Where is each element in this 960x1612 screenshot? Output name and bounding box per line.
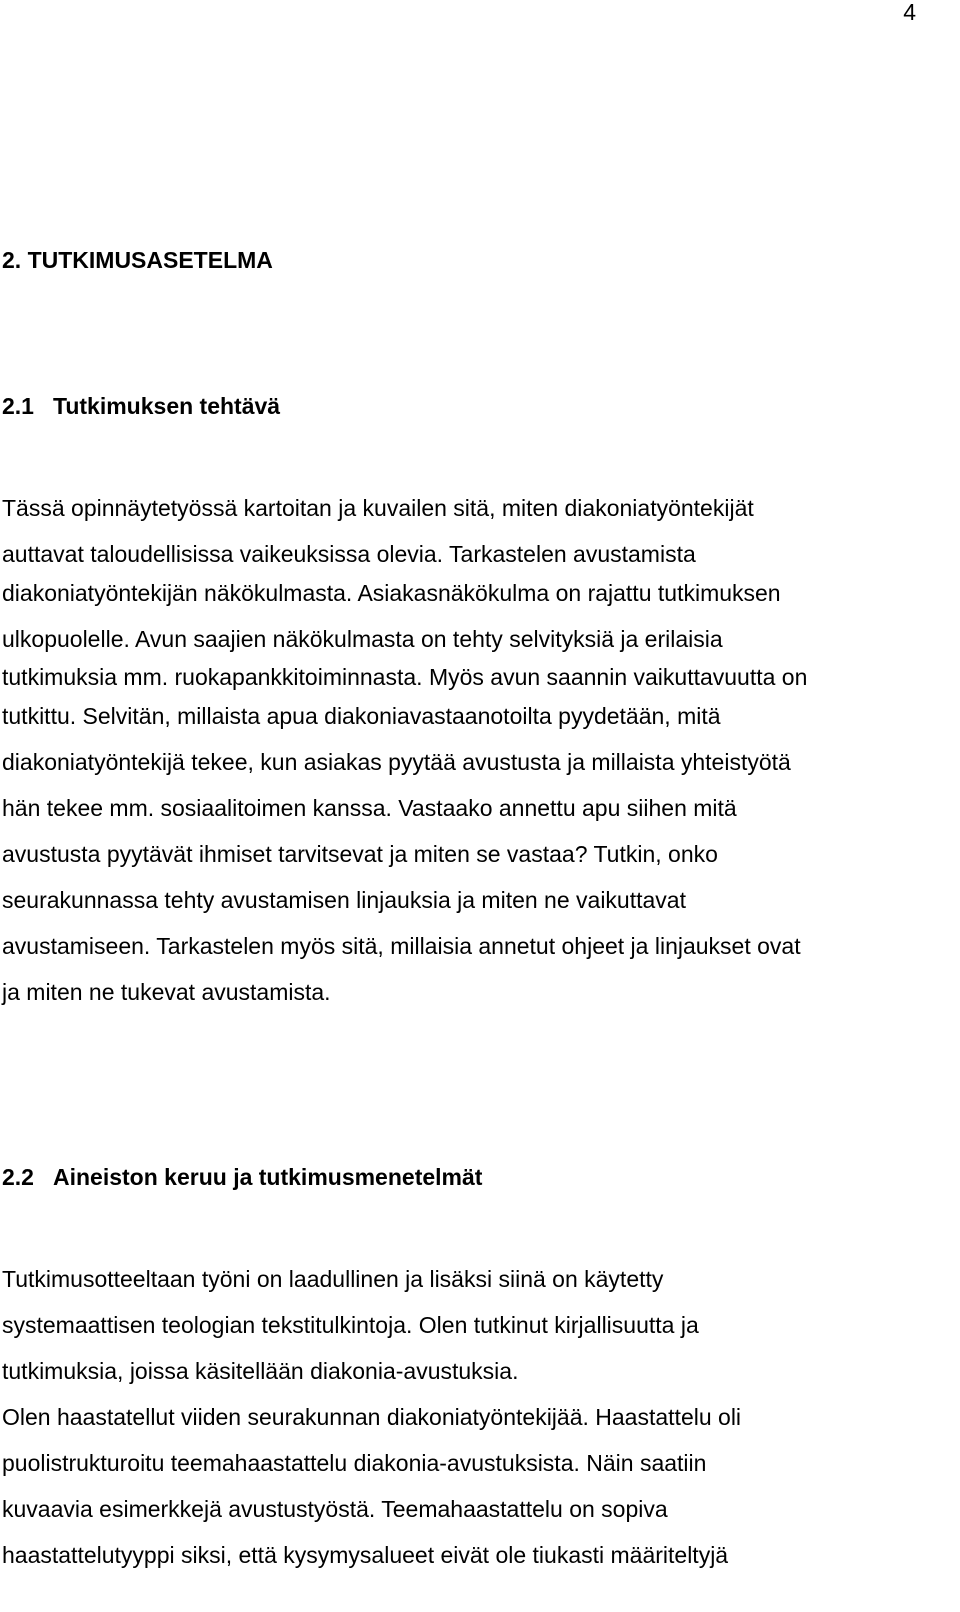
text-line: ja miten ne tukevat avustamista. [2, 978, 331, 1005]
page-number: 4 [903, 0, 916, 25]
subsection-title: Tutkimuksen tehtävä [53, 393, 281, 419]
text-line: puolistrukturoitu teemahaastattelu diakonia-avustuksista. Näin saatiin [2, 1450, 707, 1476]
paragraph-tutkimuksen-tehtava [2, 494, 952, 1024]
subsection-number: 2.2 [2, 1164, 34, 1190]
text-line: haastattelutyyppi siksi, että kysymysalueet eivät ole tiukasti määriteltyjä [2, 1542, 729, 1568]
text-line: Tutkimusotteeltaan työni on laadullinen ja lisäksi siinä on käytetty [2, 1266, 664, 1292]
subsection-heading-tutkimuksen-tehtava [2, 392, 280, 420]
text-line: tutkittu. Selvitän, millaista apua diakoniavastaanotoilta pyydetään, mitä [2, 702, 721, 729]
text-line: kuvaavia esimerkkejä avustustyöstä. Teemahaastattelu on sopiva [2, 1496, 668, 1522]
subsection-title: Aineiston keruu ja tutkimusmenetelmät [53, 1164, 483, 1190]
text-line: seurakunnassa tehty avustamisen linjauksia ja miten ne vaikuttavat [2, 886, 686, 913]
text-line: avustamiseen. Tarkastelen myös sitä, millaisia annetut ohjeet ja linjaukset ovat [2, 932, 801, 959]
text-line: Olen haastatellut viiden seurakunnan diakoniatyöntekijää. Haastattelu oli [2, 1404, 742, 1430]
text-line: hän tekee mm. sosiaalitoimen kanssa. Vastaako annettu apu siihen mitä [2, 794, 737, 821]
text-line: tutkimuksia mm. ruokapankkitoiminnasta. Myös avun saannin vaikuttavuutta on [2, 664, 808, 690]
section-heading: 2. TUTKIMUSASETELMA [2, 247, 273, 273]
text-line: auttavat taloudellisissa vaikeuksissa olevia. Tarkastelen avustamista [2, 541, 696, 567]
text-line: systemaattisen teologian tekstitulkintoja. Olen tutkinut kirjallisuutta ja [2, 1312, 699, 1338]
text-line: avustusta pyytävät ihmiset tarvitsevat ja miten se vastaa? Tutkin, onko [2, 840, 718, 867]
text-line: diakoniatyöntekijän näkökulmasta. Asiakasnäkökulma on rajattu tutkimuksen [2, 579, 781, 606]
text-line: Tässä opinnäytetyössä kartoitan ja kuvailen sitä, miten diakoniatyöntekijät [2, 495, 754, 521]
text-line: diakoniatyöntekijä tekee, kun asiakas pyytää avustusta ja millaista yhteistyötä [2, 748, 791, 775]
paragraph-aineiston-keruu [2, 1265, 952, 1587]
subsection-heading-aineiston-keruu [2, 1163, 482, 1191]
text-line: ulkopuolelle. Avun saajien näkökulmasta on tehty selvityksiä ja erilaisia [2, 625, 723, 652]
subsection-number: 2.1 [2, 393, 34, 419]
text-line: tutkimuksia, joissa käsitellään diakonia-avustuksia. [2, 1358, 519, 1384]
